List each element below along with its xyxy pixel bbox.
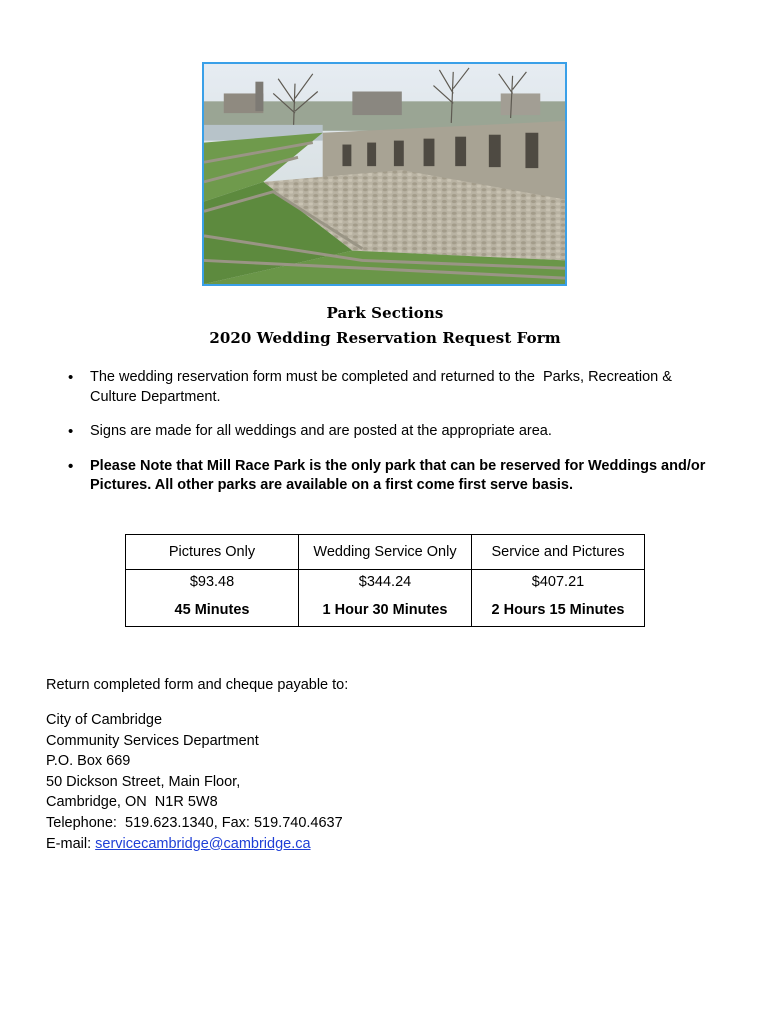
- return-instructions: Return completed form and cheque payable to:: [46, 677, 349, 693]
- email-label: E-mail:: [46, 835, 96, 852]
- address-line: P.O. Box 669: [46, 753, 131, 770]
- table-row-price: [126, 570, 645, 595]
- park-photo-illustration: [204, 64, 565, 284]
- table-header-cell: Wedding Service Only: [299, 535, 472, 570]
- address-line: City of Cambridge: [46, 712, 163, 728]
- table-header-cell: Service and Pictures: [472, 535, 645, 570]
- duration-cell: 2 Hours 15 Minutes: [472, 594, 645, 627]
- instruction-item-note: • Please Note that Mill Race Park is the only park that can be reserved for Weddings and/or Pictures. All other parks are available on a first come first serve basis.: [90, 457, 720, 496]
- instructions-list: [90, 368, 720, 511]
- duration-cell: 45 Minutes: [126, 594, 299, 627]
- page-subtitle: 2020 Wedding Reservation Request Form: [209, 329, 561, 347]
- page-title: Park Sections: [326, 304, 444, 322]
- price-cell: $344.24: [299, 570, 472, 595]
- price-cell: $407.21: [472, 570, 645, 595]
- duration-cell: 1 Hour 30 Minutes: [299, 594, 472, 627]
- table-header-cell: Pictures Only: [126, 535, 299, 570]
- email-line: [46, 834, 343, 855]
- instruction-item: • The wedding reservation form must be completed and returned to the Parks, Recreation & Culture Department.: [90, 368, 720, 407]
- instruction-item: • Signs are made for all weddings and are posted at the appropriate area.: [90, 422, 720, 442]
- park-photo: [202, 62, 567, 286]
- address-line: Cambridge, ON N1R 5W8: [46, 794, 218, 811]
- address-line: Community Services Department: [46, 732, 259, 749]
- mailing-address: [46, 710, 343, 854]
- table-header-row: [126, 535, 645, 570]
- phone-fax-line: Telephone: 519.623.1340, Fax: 519.740.4637: [46, 814, 343, 831]
- fees-table: [125, 534, 645, 627]
- address-line: 50 Dickson Street, Main Floor,: [46, 773, 241, 790]
- email-link[interactable]: servicecambridge@cambridge.ca: [95, 835, 311, 852]
- table-row-duration: [126, 594, 645, 627]
- price-cell: $93.48: [126, 570, 299, 595]
